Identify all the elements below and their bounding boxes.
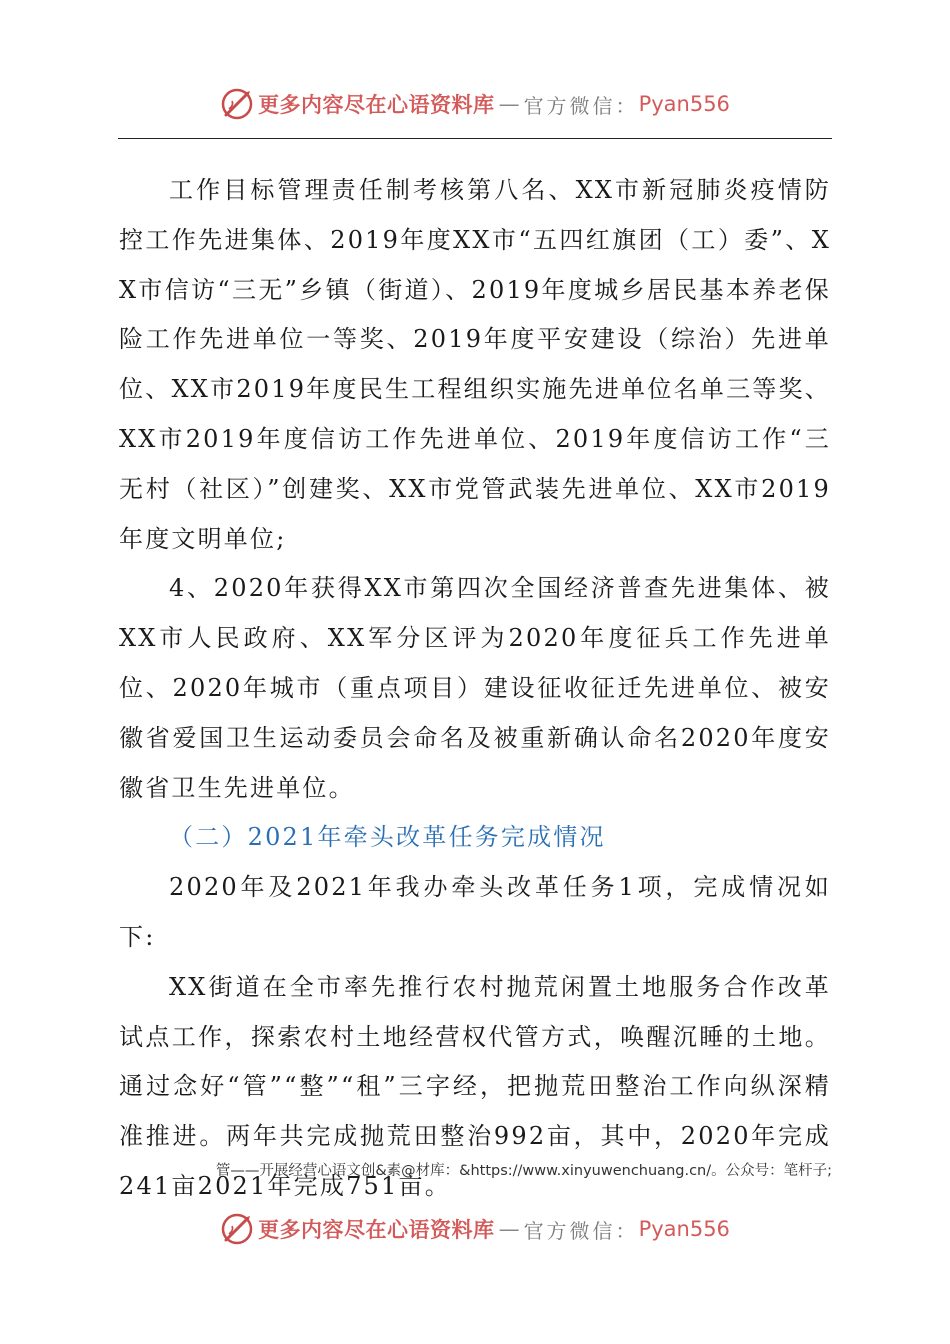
banner-wechat-id: Pyan556 bbox=[638, 92, 730, 116]
footnote: 管——开展经营心语文创&素@材库：&https://www.xinyuwenchuang.cn/。公众号：笔杆子; bbox=[215, 1163, 832, 1179]
banner-dash: — bbox=[498, 1217, 520, 1241]
section-heading: （二）2021年牵头改革任务完成情况 bbox=[169, 823, 606, 852]
paragraph-1: 工作目标管理责任制考核第八名、XX市新冠肺炎疫情防控工作先进集体、2019年度XX市“五四红旗团（工）委”、XX市信访“三无”乡镇（街道）、2019年度城乡居民基本养老保险工作先进单位一等奖、2019年度平安建设（综治）先进单位、XX市2019年度民生工程组织实施先进单位名单三等奖、XX市2019年度信访工作先进单位、2019年度信访工作“三无村（社区）”创建奖、XX市党管武装先进单位、XX市2019年度文明单位; bbox=[119, 176, 831, 553]
document-body bbox=[119, 166, 831, 1212]
paragraph-4: XX街道在全市率先推行农村抛荒闲置土地服务合作改革试点工作，探索农村土地经营权代管方式，唤醒沉睡的土地。通过念好“管”“整”“租”三字经，把抛荒田整治工作向纵深精准推进。两年共完成抛荒田整治992亩，其中，2020年完成241亩2021年完成751亩。 bbox=[119, 972, 831, 1200]
paragraph-2: 4、2020年获得XX市第四次全国经济普查先进集体、被XX市人民政府、XX军分区评为2020年度征兵工作先进单位、2020年城市（重点项目）建设征收征迁先进单位、被安徽省爱国卫生运动委员会命名及被重新确认命名2020年度安徽省卫生先进单位。 bbox=[119, 574, 831, 802]
footer-banner bbox=[0, 1209, 950, 1249]
banner-wechat-label: 官方微信： bbox=[523, 1218, 639, 1243]
pen-logo-icon bbox=[220, 87, 254, 121]
paragraph-3: 2020年及2021年我办牵头改革任务1项，完成情况如下: bbox=[119, 873, 831, 951]
pen-logo-icon bbox=[220, 1212, 254, 1246]
banner-tagline: 更多内容尽在心语资料库 bbox=[258, 92, 495, 117]
banner-dash: — bbox=[498, 92, 520, 116]
header-banner bbox=[0, 84, 950, 124]
banner-wechat-id: Pyan556 bbox=[638, 1217, 730, 1241]
header-divider bbox=[118, 138, 832, 139]
banner-wechat-label: 官方微信： bbox=[523, 93, 639, 118]
banner-tagline: 更多内容尽在心语资料库 bbox=[258, 1217, 495, 1242]
